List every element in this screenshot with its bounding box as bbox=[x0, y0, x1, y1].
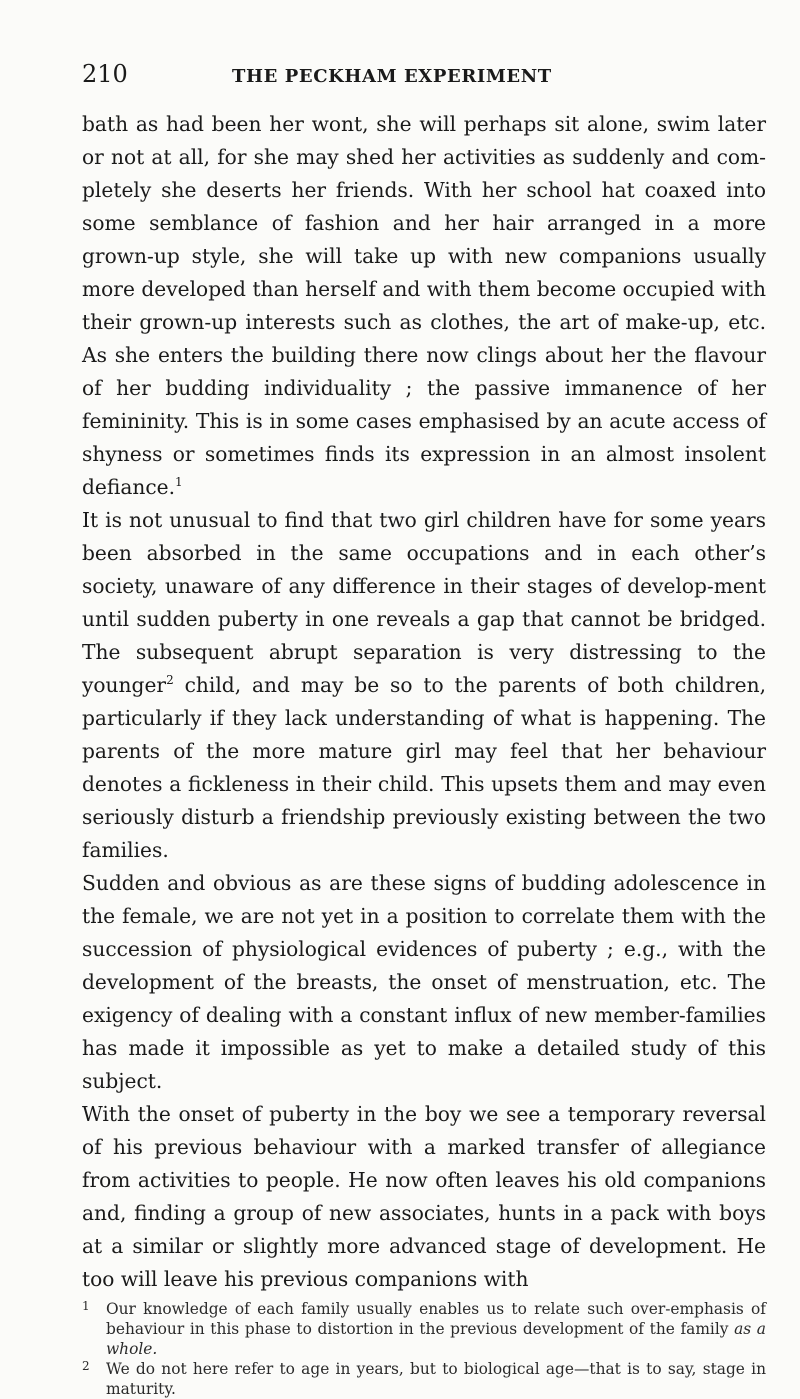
paragraph-text: With the onset of puberty in the boy we see a temporary reversal of his previous behaviour with a marked transfer of allegiance from activities to people. He now often leaves his old companions and, finding a group of new associates, hunts in a pack with boys at a similar or slightly more advanced stage of development. He too will leave his previous companions with bbox=[82, 1102, 766, 1291]
footnote-body: Our knowledge of each family usually enables us to relate such over-emphasis of behaviour in this phase to distortion in the previous development of the family bbox=[106, 1300, 766, 1338]
footnote-emphasis: as a whole. bbox=[106, 1320, 766, 1358]
footnote-mark: 2 bbox=[82, 1359, 90, 1373]
footnotes bbox=[82, 1299, 766, 1399]
footnote-text bbox=[106, 1359, 766, 1399]
footnote-2 bbox=[82, 1359, 766, 1399]
footnote-mark: 1 bbox=[82, 1299, 90, 1313]
footnote-ref[interactable]: 2 bbox=[166, 673, 174, 687]
paragraph-text: Sudden and obvious as are these signs of budding adolescence in the female, we are not yet in a position to correlate them with the succession of physiological evidences of puberty ; e.g., with the development of the breasts, the onset of menstruation, etc. The exigency of dealing with a constant influx of new member-families has made it impossible as yet to make a detailed study of this subject. bbox=[82, 871, 766, 1093]
paragraph-text: It is not unusual to find that two girl children have for some years been absorbed in the same occupations and in each other’s society, unaware of any difference in their stages of develop-ment until sudden puberty in one reveals a gap that cannot be bridged. The subsequent abrupt separation is very distressing to the younger bbox=[82, 508, 766, 697]
paragraph-4 bbox=[82, 1098, 766, 1296]
running-head bbox=[82, 60, 766, 96]
footnote-ref[interactable]: 1 bbox=[175, 475, 183, 489]
body-text bbox=[82, 108, 766, 1296]
paragraph-text: child, and may be so to the parents of both children, particularly if they lack understanding of what is happening. The parents of the more mature girl may feel that her behaviour denotes a fickleness in their child. This upsets them and may even seriously disturb a friendship previously existing between the two families. bbox=[82, 673, 766, 862]
footnote-text bbox=[106, 1299, 766, 1359]
paragraph-3 bbox=[82, 867, 766, 1098]
paragraph-1 bbox=[82, 108, 766, 504]
page-number: 210 bbox=[82, 60, 128, 88]
paragraph-text: bath as had been her wont, she will perhaps sit alone, swim later or not at all, for she may shed her activities as suddenly and com-pletely she deserts her friends. With her school hat coaxed into some semblance of fashion and her hair arranged in a more grown-up style, she will take up with new companions usually more developed than herself and with them become occupied with their grown-up interests such as clothes, the art of make-up, etc. As she enters the building there now clings about her the flavour of her budding individuality ; the passive immanence of her femininity. This is in some cases emphasised by an acute access of shyness or sometimes finds its expression in an almost insolent defiance. bbox=[82, 112, 766, 499]
paragraph-2 bbox=[82, 504, 766, 867]
footnote-body: We do not here refer to age in years, but to biological age—that is to say, stage in maturity. bbox=[106, 1360, 766, 1398]
running-title: THE PECKHAM EXPERIMENT bbox=[232, 66, 552, 87]
footnote-1 bbox=[82, 1299, 766, 1359]
